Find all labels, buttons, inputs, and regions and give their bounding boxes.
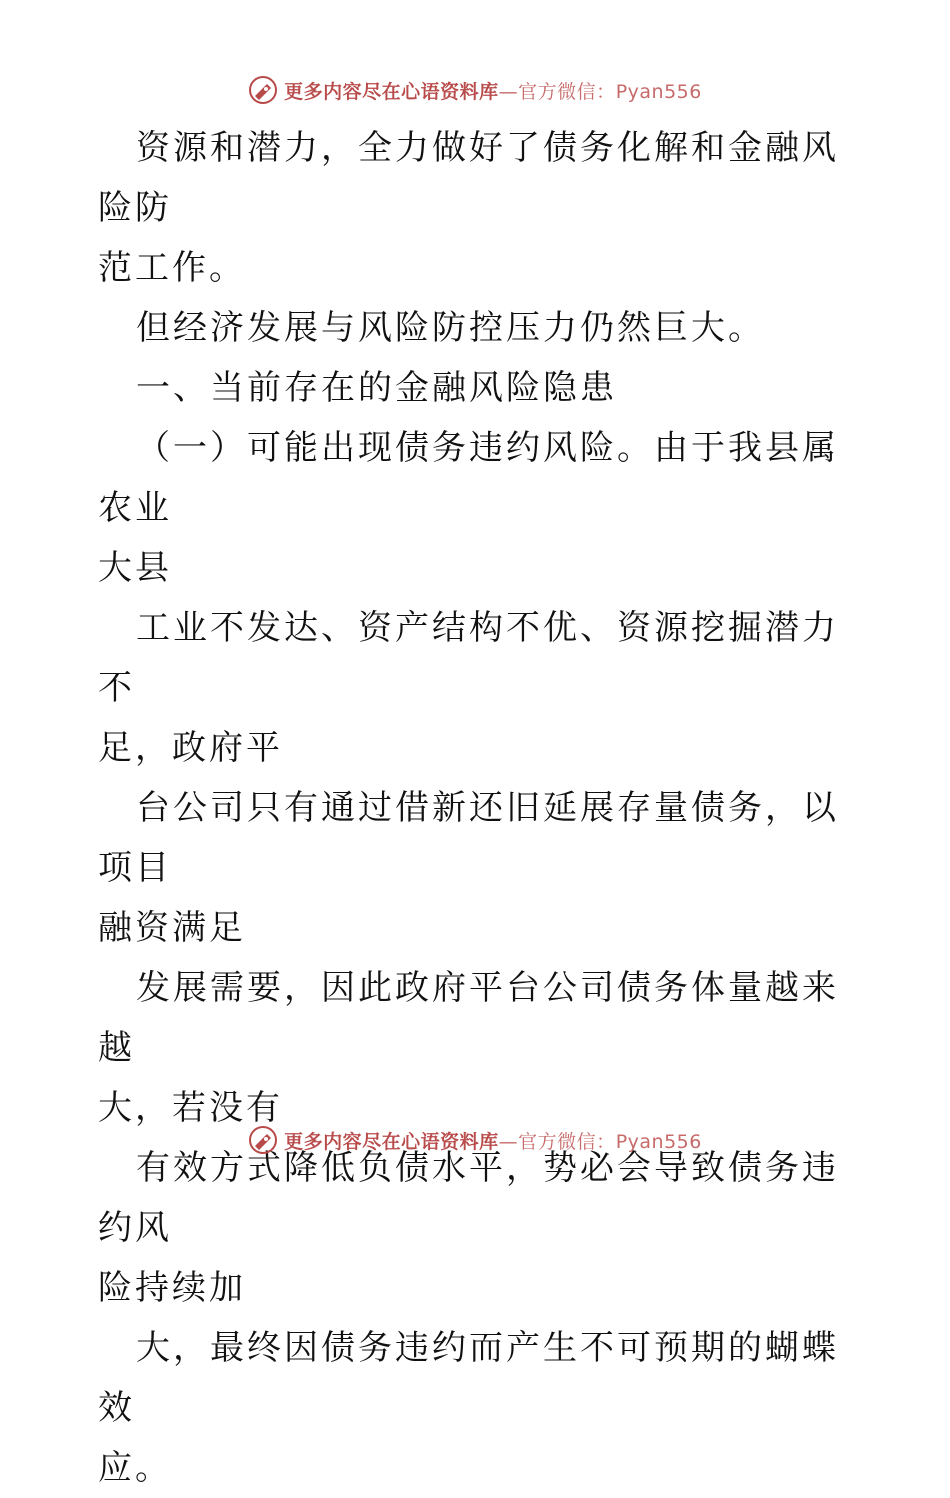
section-heading: 一、当前存在的金融风险隐患 bbox=[136, 368, 617, 408]
header-dash: — bbox=[498, 80, 519, 103]
text-line: 有效方式降低负债水平，势必会导致债务违约风 bbox=[98, 1148, 839, 1248]
text-line: 台公司只有通过借新还旧延展存量债务，以项目 bbox=[98, 788, 839, 888]
pen-nib-logo-icon bbox=[248, 75, 278, 105]
text-line: 大，若没有 bbox=[98, 1088, 283, 1128]
text-line: 险持续加 bbox=[98, 1268, 246, 1308]
text-line: 工业不发达、资产结构不优、资源挖掘潜力不 bbox=[98, 608, 839, 708]
text-line: （一）可能出现债务违约风险。由于我县属农业 bbox=[98, 428, 839, 528]
text-line: 融资满足 bbox=[98, 908, 246, 948]
text-line: 但经济发展与风险防控压力仍然巨大。 bbox=[136, 308, 765, 348]
footer-banner bbox=[0, 1120, 950, 1160]
header-banner bbox=[0, 70, 950, 110]
text-line: 足，政府平 bbox=[98, 728, 283, 768]
header-wechat-label: 官方微信： bbox=[518, 80, 616, 103]
pen-nib-logo-icon bbox=[248, 1125, 278, 1155]
text-line: 大，最终因债务违约而产生不可预期的蝴蝶效 bbox=[98, 1328, 839, 1428]
header-brand: 更多内容尽在心语资料库 bbox=[284, 80, 499, 103]
text-line: 范工作。 bbox=[98, 248, 246, 288]
text-line: 资源和潜力，全力做好了债务化解和金融风险防 bbox=[98, 128, 839, 228]
text-line: 发展需要，因此政府平台公司债务体量越来越 bbox=[98, 968, 839, 1068]
header-banner-text bbox=[284, 77, 702, 104]
footer-brand: 更多内容尽在心语资料库 bbox=[284, 1130, 499, 1153]
document-body bbox=[98, 118, 858, 1498]
header-wechat-id: Pyan556 bbox=[615, 80, 702, 103]
footer-dash: — bbox=[498, 1130, 519, 1153]
footer-wechat-label: 官方微信： bbox=[518, 1130, 616, 1153]
footer-wechat-id: Pyan556 bbox=[615, 1130, 702, 1153]
text-line: 大县 bbox=[98, 548, 172, 588]
footer-banner-text bbox=[284, 1127, 702, 1154]
text-line: 应。 bbox=[98, 1448, 172, 1488]
